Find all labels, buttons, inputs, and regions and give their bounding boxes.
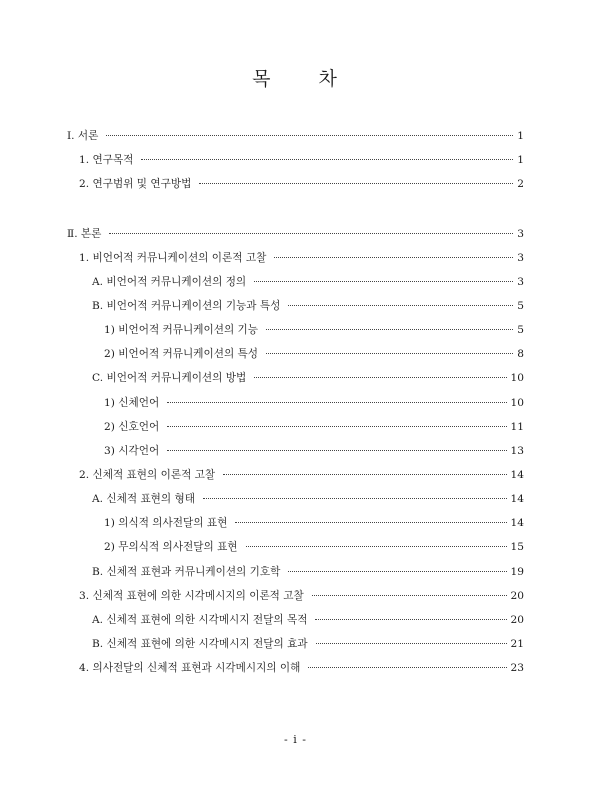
toc-entry[interactable]: [79, 468, 524, 482]
toc-entry-page: 23: [510, 662, 524, 674]
dot-leader: [288, 571, 506, 572]
toc-entry[interactable]: [104, 420, 524, 434]
toc-entry[interactable]: [92, 275, 524, 289]
toc-entry[interactable]: [92, 613, 524, 627]
toc-entry[interactable]: [104, 347, 524, 361]
toc-entry[interactable]: [79, 251, 524, 265]
dot-leader: [266, 353, 513, 354]
toc-entry[interactable]: [79, 661, 524, 675]
toc-entry-label: A. 신체적 표현의 형태: [92, 493, 195, 505]
toc-entry-label: 3. 신체적 표현에 의한 시각메시지의 이론적 고찰: [79, 590, 304, 602]
toc-entry-page: 20: [510, 590, 524, 602]
toc-entry[interactable]: [104, 323, 524, 337]
dot-leader: [223, 474, 506, 475]
toc-entry-label: A. 비언어적 커뮤니케이션의 정의: [92, 276, 247, 288]
dot-leader: [167, 450, 506, 451]
toc-entry-label: 2) 비언어적 커뮤니케이션의 특성: [104, 348, 259, 360]
toc-entry[interactable]: [104, 540, 524, 554]
toc-entry-page: 14: [510, 517, 524, 529]
dot-leader: [246, 546, 507, 547]
page-title-part2: 차: [318, 68, 339, 90]
dot-leader: [316, 643, 507, 644]
toc-entry-label: 2. 신체적 표현의 이론적 고찰: [79, 469, 216, 481]
toc-entry[interactable]: [92, 371, 524, 385]
toc-entry-label: 1. 비언어적 커뮤니케이션의 이론적 고찰: [79, 252, 267, 264]
toc-entry-label: 4. 의사전달의 신체적 표현과 시각메시지의 이해: [79, 662, 301, 674]
toc-entry[interactable]: [92, 565, 524, 579]
toc-entry-page: 5: [517, 324, 524, 336]
toc-entry-page: 1: [517, 130, 524, 142]
toc-entry[interactable]: [79, 589, 524, 603]
dot-leader: [254, 377, 506, 378]
toc-entry-label: 1) 비언어적 커뮤니케이션의 기능: [104, 324, 259, 336]
toc-entry[interactable]: [92, 637, 524, 651]
dot-leader: [274, 257, 513, 258]
dot-leader: [203, 498, 507, 499]
page-title-part1: 목: [252, 68, 273, 90]
dot-leader: [235, 522, 506, 523]
toc-entry-page: 1: [517, 154, 524, 166]
dot-leader: [167, 426, 506, 427]
page-number-footer: - i -: [284, 733, 307, 746]
toc-entry-page: 21: [510, 638, 524, 650]
toc-entry[interactable]: [104, 444, 524, 458]
page-title: [0, 64, 591, 91]
toc-entry-page: 10: [510, 397, 524, 409]
toc-entry-page: 11: [510, 421, 524, 433]
toc-entry-label: C. 비언어적 커뮤니케이션의 방법: [92, 372, 247, 384]
toc-entry-page: 5: [517, 300, 524, 312]
toc-entry-label: 1. 연구목적: [79, 154, 134, 166]
toc-entry-label: B. 비언어적 커뮤니케이션의 기능과 특성: [92, 300, 281, 312]
toc-entry-label: B. 신체적 표현과 커뮤니케이션의 기호학: [92, 566, 281, 578]
toc-entry-page: 2: [517, 178, 524, 190]
dot-leader: [106, 135, 513, 136]
toc-entry[interactable]: [92, 492, 524, 506]
toc-entry-label: 1) 신체언어: [104, 397, 160, 409]
toc-entry-page: 14: [510, 493, 524, 505]
toc-entry-page: 10: [510, 372, 524, 384]
toc-entry-page: 15: [510, 541, 524, 553]
toc-entry-label: 1) 의식적 의사전달의 표현: [104, 517, 228, 529]
toc-entry-page: 3: [517, 228, 524, 240]
toc-entry-page: 8: [517, 348, 524, 360]
toc-entry-label: 3) 시각언어: [104, 445, 160, 457]
toc-entry-page: 3: [517, 276, 524, 288]
dot-leader: [315, 619, 506, 620]
toc-entry-page: 13: [510, 445, 524, 457]
toc-entry-label: Ⅰ. 서론: [67, 130, 99, 142]
dot-leader: [254, 281, 513, 282]
toc-entry-label: B. 신체적 표현에 의한 시각메시지 전달의 효과: [92, 638, 308, 650]
toc-entry[interactable]: [67, 227, 524, 241]
dot-leader: [141, 159, 513, 160]
dot-leader: [109, 233, 513, 234]
dot-leader: [308, 667, 506, 668]
toc-entry[interactable]: [79, 153, 524, 167]
dot-leader: [266, 329, 513, 330]
toc-entry-page: 20: [510, 614, 524, 626]
toc-entry[interactable]: [79, 177, 524, 191]
toc-entry-label: 2) 신호언어: [104, 421, 160, 433]
toc-entry[interactable]: [104, 396, 524, 410]
toc-entry-page: 19: [510, 566, 524, 578]
toc-entry[interactable]: [67, 129, 524, 143]
toc-entry-page: 14: [510, 469, 524, 481]
dot-leader: [312, 595, 507, 596]
dot-leader: [288, 305, 513, 306]
toc-entry-label: A. 신체적 표현에 의한 시각메시지 전달의 목적: [92, 614, 308, 626]
dot-leader: [199, 183, 513, 184]
toc-entry-page: 3: [517, 252, 524, 264]
toc-entry[interactable]: [104, 516, 524, 530]
toc-entry-label: 2. 연구범위 및 연구방법: [79, 178, 192, 190]
dot-leader: [167, 402, 506, 403]
toc-entry[interactable]: [92, 299, 524, 313]
toc-entry-label: Ⅱ. 본론: [67, 228, 102, 240]
toc-entry-label: 2) 무의식적 의사전달의 표현: [104, 541, 238, 553]
